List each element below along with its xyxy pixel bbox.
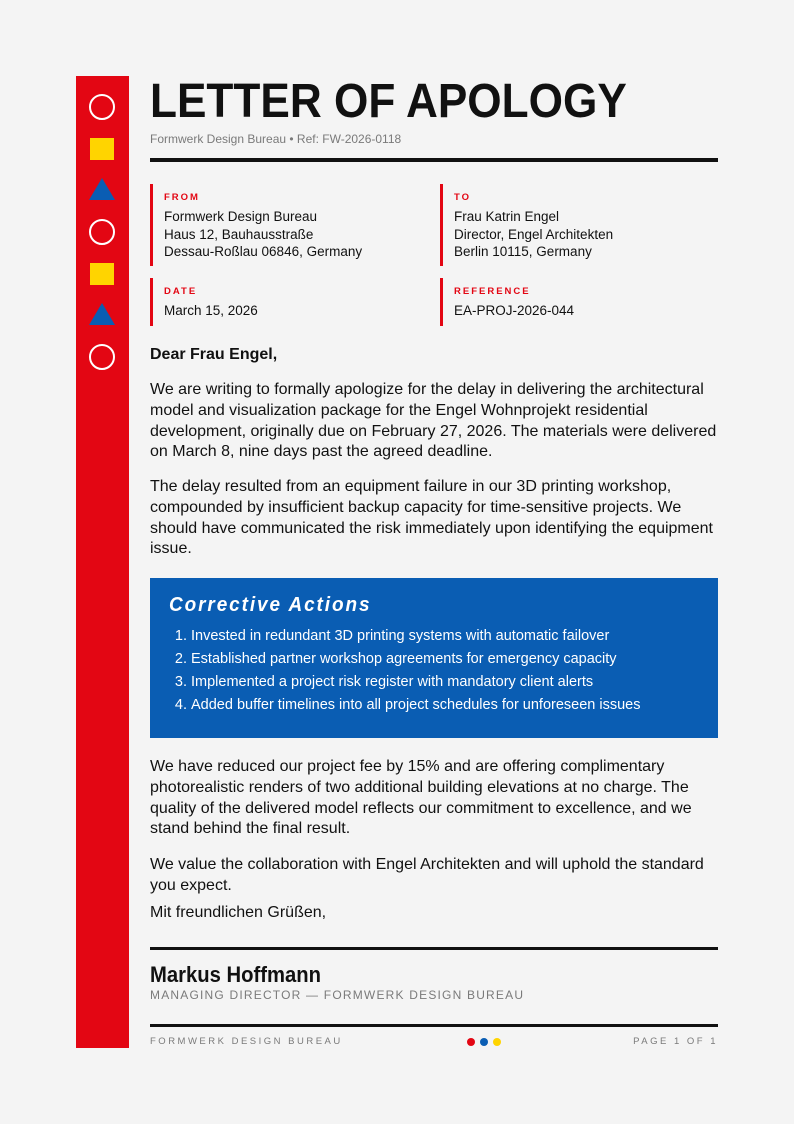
blue-dot-icon: [480, 1038, 488, 1046]
actions-list: [169, 625, 699, 717]
signature-divider: [150, 947, 718, 950]
date-block: [150, 278, 434, 326]
signature-name: Markus Hoffmann: [150, 962, 321, 987]
footer-dots: [467, 1038, 501, 1046]
greeting: Dear Frau Engel,: [150, 346, 278, 363]
paragraph: We are writing to formally apologize for the delay in delivering the architectural model and visualization package for the Engel Wohnprojekt residential development, originally due on February 27, 2026. The materials were delivered on March 8, nine days past the agreed deadline.: [150, 381, 717, 461]
reference-block: [440, 278, 714, 326]
paragraph: We have reduced our project fee by 15% and are offering complimentary photorealistic renders of two additional building elevations at no charge. The quality of the delivered model reflects our commitment to excellence, and we stand behind the final result.: [150, 758, 692, 838]
circle-icon: [89, 219, 115, 245]
paragraph: We value the collaboration with Engel Architekten and will uphold the standard you expect.: [150, 856, 704, 894]
from-line: Formwerk Design Bureau: [164, 209, 318, 224]
page-title: LETTER OF APOLOGY: [150, 75, 627, 128]
from-block: [150, 184, 434, 266]
to-label: TO: [454, 192, 472, 203]
from-label: FROM: [164, 192, 200, 203]
square-icon: [90, 263, 114, 285]
square-icon: [90, 138, 114, 160]
from-line: Dessau-Roßlau 06846, Germany: [164, 244, 363, 259]
from-line: Haus 12, Bauhausstraße: [164, 226, 314, 242]
to-line: Berlin 10115, Germany: [454, 244, 592, 259]
yellow-dot-icon: [493, 1038, 501, 1046]
list-item: 2. Established partner workshop agreements for emergency capacity: [191, 648, 699, 671]
list-item: 4. Added buffer timelines into all project schedules for unforeseen issues: [191, 694, 699, 717]
page-number: PAGE 1 OF 1: [633, 1036, 718, 1047]
letter-body: [150, 75, 718, 1047]
address-block: [150, 184, 718, 354]
red-dot-icon: [467, 1038, 475, 1046]
title-divider: [150, 158, 718, 162]
list-item: 3. Implemented a project risk register with mandatory client alerts: [191, 671, 699, 694]
signoff: Mit freundlichen Grüßen,: [150, 904, 327, 921]
list-item: 1. Invested in redundant 3D printing systems with automatic failover: [191, 625, 699, 648]
signature-role: MANAGING DIRECTOR — FORMWERK DESIGN BUREAU: [150, 988, 525, 1002]
circle-icon: [89, 344, 115, 370]
triangle-icon: [89, 178, 115, 200]
reference-label: REFERENCE: [454, 286, 531, 297]
paragraph: The delay resulted from an equipment failure in our 3D printing workshop, compounded by insufficient backup capacity for time-sensitive projects. We should have communicated the risk immediately upon identifying the equipment issue.: [150, 478, 713, 558]
corrective-actions-panel: [150, 578, 718, 738]
triangle-icon: [89, 303, 115, 325]
subtitle: Formwerk Design Bureau • Ref: FW-2026-0118: [150, 132, 402, 146]
footer-divider: [150, 1024, 718, 1027]
sidebar-stripe: [76, 76, 129, 1048]
actions-title: Corrective Actions: [169, 594, 372, 616]
to-line: Frau Katrin Engel: [454, 209, 560, 224]
date-value: March 15, 2026: [164, 303, 258, 318]
date-label: DATE: [164, 286, 198, 297]
to-block: [440, 184, 714, 266]
circle-icon: [89, 94, 115, 120]
to-line: Director, Engel Architekten: [454, 226, 614, 242]
reference-value: EA-PROJ-2026-044: [454, 303, 575, 318]
footer-company: FORMWERK DESIGN BUREAU: [150, 1036, 343, 1047]
